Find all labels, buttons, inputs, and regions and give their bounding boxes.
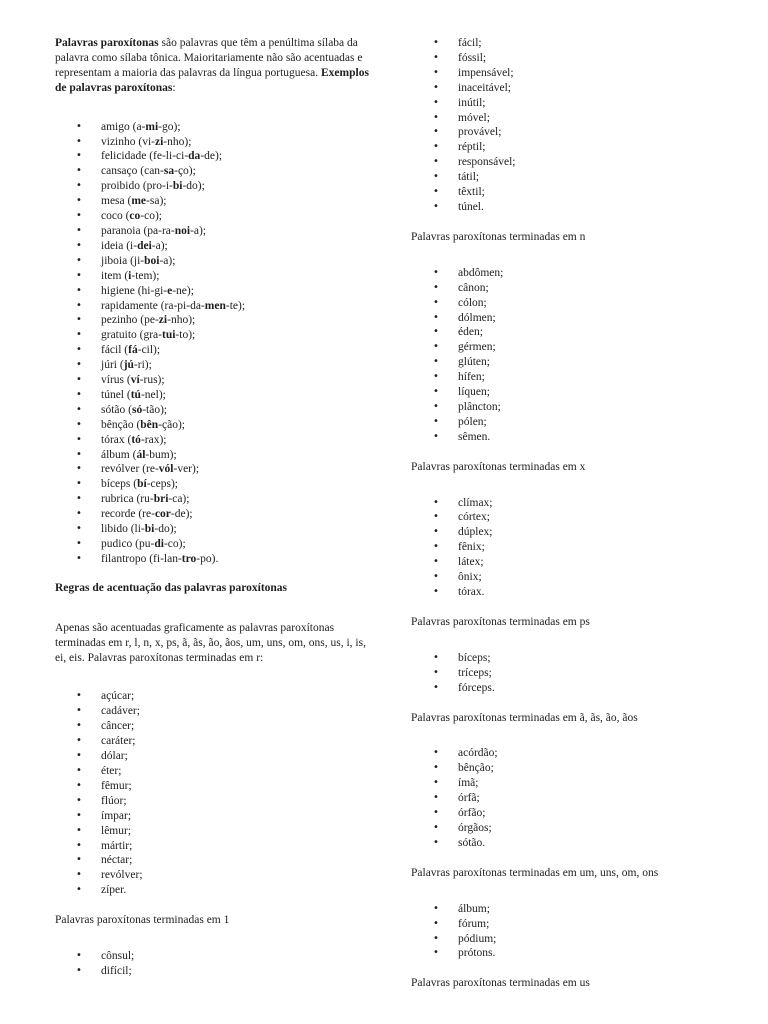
example-item	[55, 477, 370, 492]
example-item	[55, 269, 370, 284]
example-item	[55, 388, 370, 403]
example-suffix: -a);	[190, 224, 207, 237]
word-item: • fórceps.	[411, 681, 741, 696]
word-item: • plâncton;	[411, 400, 741, 415]
example-suffix: -nho);	[163, 135, 192, 148]
example-prefix: vizinho (vi-	[101, 135, 155, 148]
word-item: • tríceps;	[411, 666, 741, 681]
example-item	[55, 552, 370, 567]
word-item: • acórdão;	[411, 746, 741, 761]
heading-um: Palavras paroxítonas terminadas em um, uns, om, ons	[411, 866, 659, 879]
example-item	[55, 433, 370, 448]
example-prefix: júri (	[101, 359, 124, 372]
word-item: • inútil;	[411, 96, 741, 111]
example-stressed-syllable: di	[154, 538, 164, 550]
example-suffix: -po).	[196, 552, 219, 565]
example-prefix: jiboia (ji-	[101, 254, 145, 267]
example-stressed-syllable: tó	[131, 433, 141, 446]
list-um	[411, 902, 741, 962]
example-prefix: libido (li-	[101, 523, 145, 536]
example-prefix: cansaço (can-	[101, 165, 164, 178]
example-suffix: -rus);	[139, 374, 165, 387]
example-suffix: -nel);	[140, 388, 166, 401]
example-suffix: -tão);	[142, 403, 168, 416]
example-stressed-syllable: jú	[123, 359, 134, 372]
word-item: • tátil;	[411, 170, 741, 185]
example-stressed-syllable: bi	[172, 180, 183, 193]
example-stressed-syllable: só	[131, 403, 143, 416]
word-item: • pólen;	[411, 415, 741, 430]
example-item	[55, 224, 370, 239]
example-prefix: proibido (pro-i-	[101, 180, 173, 193]
word-item: • cânon;	[411, 281, 741, 296]
example-stressed-syllable: bên	[140, 418, 159, 431]
word-item: • têxtil;	[411, 185, 741, 200]
word-item: • órfã;	[411, 791, 741, 806]
example-item	[55, 537, 370, 552]
example-prefix: fácil (	[101, 344, 129, 357]
example-prefix: revólver (re-	[101, 463, 159, 476]
example-suffix: -bum);	[145, 448, 177, 461]
word-item: • glúten;	[411, 355, 741, 370]
word-item: • cadáver;	[55, 704, 370, 719]
word-item: • dúplex;	[411, 525, 741, 540]
heading-x: Palavras paroxítonas terminadas em x	[411, 460, 586, 473]
example-prefix: rapidamente (ra-pi-da-	[101, 299, 205, 312]
word-item: • tórax.	[411, 585, 741, 600]
word-item: • túnel.	[411, 200, 741, 215]
example-stressed-syllable: cor	[154, 508, 171, 521]
word-item: • órfão;	[411, 806, 741, 821]
list-x	[411, 496, 741, 600]
word-item: • pódium;	[411, 932, 741, 947]
word-item: • cônsul;	[55, 949, 370, 964]
example-item	[55, 522, 370, 537]
word-item: • réptil;	[411, 140, 741, 155]
word-item: • abdômen;	[411, 266, 741, 281]
intro-colon: :	[172, 81, 176, 94]
example-stressed-syllable: tui	[162, 329, 176, 342]
example-suffix: -ção);	[158, 418, 186, 431]
example-item	[55, 135, 370, 150]
example-stressed-syllable: bí	[137, 478, 147, 491]
heading-ps: Palavras paroxítonas terminadas em ps	[411, 615, 590, 628]
word-item: • prótons.	[411, 946, 741, 961]
example-stressed-syllable: ál	[136, 448, 146, 461]
example-item	[55, 254, 370, 269]
intro-text: são palavras que têm a penúltima sílaba da palavra como sílaba tônica. Maioritariamente não são acentuadas e representam a maioria das palavras da língua portuguesa.	[55, 37, 363, 79]
word-item: • zíper.	[55, 883, 370, 898]
left-column	[55, 36, 370, 979]
list-n	[411, 266, 741, 445]
intro-lead: Palavras paroxítonas	[55, 37, 159, 49]
example-stressed-syllable: i	[128, 269, 132, 282]
word-item: • caráter;	[55, 734, 370, 749]
example-item	[55, 299, 370, 314]
word-item: • dólar;	[55, 749, 370, 764]
word-item: • ímã;	[411, 776, 741, 791]
list-l-left	[55, 949, 370, 979]
example-stressed-syllable: tro	[181, 552, 197, 565]
example-suffix: -tem);	[131, 269, 160, 282]
example-prefix: item (	[101, 269, 129, 282]
example-stressed-syllable: sa	[163, 165, 175, 178]
example-suffix: -te);	[225, 299, 246, 312]
example-item	[55, 194, 370, 209]
example-prefix: coco (	[101, 210, 130, 223]
word-item: • fêmur;	[55, 779, 370, 794]
word-item: • gérmen;	[411, 340, 741, 355]
example-suffix: -ço);	[174, 165, 196, 178]
example-item	[55, 328, 370, 343]
word-item: • néctar;	[55, 853, 370, 868]
example-suffix: -cil);	[137, 344, 161, 357]
example-suffix: -de);	[170, 508, 193, 521]
word-item: • flúor;	[55, 794, 370, 809]
example-item	[55, 358, 370, 373]
list-l-right	[411, 36, 741, 215]
example-prefix: bíceps (	[101, 478, 138, 491]
example-suffix: -sa);	[146, 195, 167, 208]
example-stressed-syllable: zi	[154, 135, 164, 148]
example-suffix: -ri);	[133, 359, 152, 372]
example-prefix: recorde (re-	[101, 508, 155, 521]
word-item: • córtex;	[411, 510, 741, 525]
example-prefix: pudico (pu-	[101, 538, 155, 550]
example-stressed-syllable: fá	[128, 344, 138, 357]
heading-us: Palavras paroxítonas terminadas em us	[411, 977, 590, 990]
example-prefix: felicidade (fe-li-ci-	[101, 150, 189, 163]
example-item	[55, 120, 370, 135]
word-item: • revólver;	[55, 868, 370, 883]
word-item: • líquen;	[411, 385, 741, 400]
rules-title: Regras de acentuação das palavras paroxítonas	[55, 581, 288, 594]
example-prefix: tórax (	[101, 433, 132, 446]
word-item: • dólmen;	[411, 311, 741, 326]
example-stressed-syllable: vól	[158, 463, 174, 476]
example-prefix: bênção (	[101, 418, 141, 431]
example-item	[55, 343, 370, 358]
example-prefix: paranoia (pa-ra-	[101, 224, 175, 237]
word-item: • éter;	[55, 764, 370, 779]
example-item	[55, 313, 370, 328]
word-item: • bênção;	[411, 761, 741, 776]
example-stressed-syllable: noi	[174, 224, 191, 237]
right-column	[411, 36, 741, 1012]
example-item	[55, 149, 370, 164]
word-item: • móvel;	[411, 111, 741, 126]
word-item: • mártir;	[55, 839, 370, 854]
word-item: • clímax;	[411, 496, 741, 511]
example-prefix: filantropo (fi-lan-	[101, 552, 182, 565]
example-suffix: -do);	[154, 523, 177, 536]
example-item	[55, 209, 370, 224]
example-suffix: -ver);	[173, 463, 200, 476]
example-suffix: -nho);	[167, 314, 196, 327]
examples-list	[55, 120, 370, 567]
example-suffix: -to);	[175, 329, 196, 342]
example-item	[55, 373, 370, 388]
example-suffix: -a);	[151, 239, 168, 252]
example-prefix: rubrica (ru-	[101, 493, 154, 506]
heading-a: Palavras paroxítonas terminadas em ã, ãs, ão, ãos	[411, 711, 638, 724]
word-item: • sêmen.	[411, 430, 741, 445]
example-item	[55, 507, 370, 522]
example-stressed-syllable: boi	[144, 254, 160, 267]
example-item	[55, 403, 370, 418]
list-r	[55, 689, 370, 898]
example-suffix: -co);	[140, 210, 162, 223]
example-item	[55, 418, 370, 433]
word-item: • fácil;	[411, 36, 741, 51]
example-prefix: túnel (	[101, 388, 131, 401]
word-item: • lêmur;	[55, 824, 370, 839]
example-suffix: -go);	[158, 120, 181, 133]
word-item: • provável;	[411, 125, 741, 140]
example-prefix: gratuito (gra-	[101, 329, 162, 342]
example-prefix: amigo (a-	[101, 120, 146, 133]
word-item: • hífen;	[411, 370, 741, 385]
heading-l: Palavras paroxítonas terminadas em 1	[55, 914, 230, 927]
example-stressed-syllable: tú	[130, 388, 141, 401]
rules-paragraph: Apenas são acentuadas graficamente as palavras paroxítonas terminadas em r, l, n, x, ps, ã, ãs, ão, ãos, um, uns, om, ons, us, i, is, ei, eis. Palavras paroxítonas terminadas em r:	[55, 621, 366, 664]
example-prefix: higiene (hi-gi-	[101, 284, 168, 297]
example-suffix: -ceps);	[146, 478, 178, 491]
word-item: • fórum;	[411, 917, 741, 932]
word-item: • câncer;	[55, 719, 370, 734]
example-stressed-syllable: men	[204, 299, 226, 312]
word-item: • fênix;	[411, 540, 741, 555]
example-stressed-syllable: me	[131, 195, 147, 208]
example-prefix: pezinho (pe-	[101, 314, 159, 327]
example-prefix: ideia (i-	[101, 239, 138, 252]
intro-examples-label: Exemplos de palavras paroxítonas	[55, 66, 369, 94]
example-stressed-syllable: e	[167, 284, 173, 297]
word-item: • álbum;	[411, 902, 741, 917]
example-item	[55, 239, 370, 254]
example-item	[55, 164, 370, 179]
word-item: • fóssil;	[411, 51, 741, 66]
word-item: • difícil;	[55, 964, 370, 979]
word-item: • órgãos;	[411, 821, 741, 836]
example-item	[55, 448, 370, 463]
word-item: • impensável;	[411, 66, 741, 81]
example-suffix: -do);	[182, 180, 205, 193]
word-item: • sótão.	[411, 836, 741, 851]
word-item: • cólon;	[411, 296, 741, 311]
example-stressed-syllable: dei	[137, 239, 152, 252]
word-item: • responsável;	[411, 155, 741, 170]
list-ps	[411, 651, 741, 696]
example-suffix: -co);	[163, 538, 186, 550]
word-item: • inaceitável;	[411, 81, 741, 96]
word-item: • éden;	[411, 325, 741, 340]
word-item: • ônix;	[411, 570, 741, 585]
example-item	[55, 492, 370, 507]
example-suffix: -de);	[200, 150, 223, 163]
example-suffix: -a);	[159, 254, 176, 267]
example-item	[55, 179, 370, 194]
example-stressed-syllable: ví	[130, 374, 140, 387]
example-stressed-syllable: mi	[145, 120, 159, 133]
example-prefix: vírus (	[101, 374, 131, 387]
intro-paragraph	[55, 36, 370, 96]
example-stressed-syllable: bri	[153, 493, 169, 506]
heading-n: Palavras paroxítonas terminadas em n	[411, 230, 586, 243]
word-item: • látex;	[411, 555, 741, 570]
word-item: • ímpar;	[55, 809, 370, 824]
example-stressed-syllable: co	[129, 210, 141, 223]
word-item: • bíceps;	[411, 651, 741, 666]
example-prefix: sótão (	[101, 403, 132, 416]
list-a	[411, 746, 741, 850]
example-suffix: -ca);	[168, 493, 190, 506]
example-item	[55, 284, 370, 299]
example-suffix: -ne);	[172, 284, 194, 297]
example-suffix: -rax);	[140, 433, 167, 446]
example-stressed-syllable: bi	[144, 523, 155, 536]
example-prefix: álbum (	[101, 448, 137, 461]
example-stressed-syllable: da	[188, 150, 201, 163]
word-item: • açúcar;	[55, 689, 370, 704]
example-prefix: mesa (	[101, 195, 132, 208]
example-stressed-syllable: zi	[158, 314, 168, 327]
example-item	[55, 462, 370, 477]
